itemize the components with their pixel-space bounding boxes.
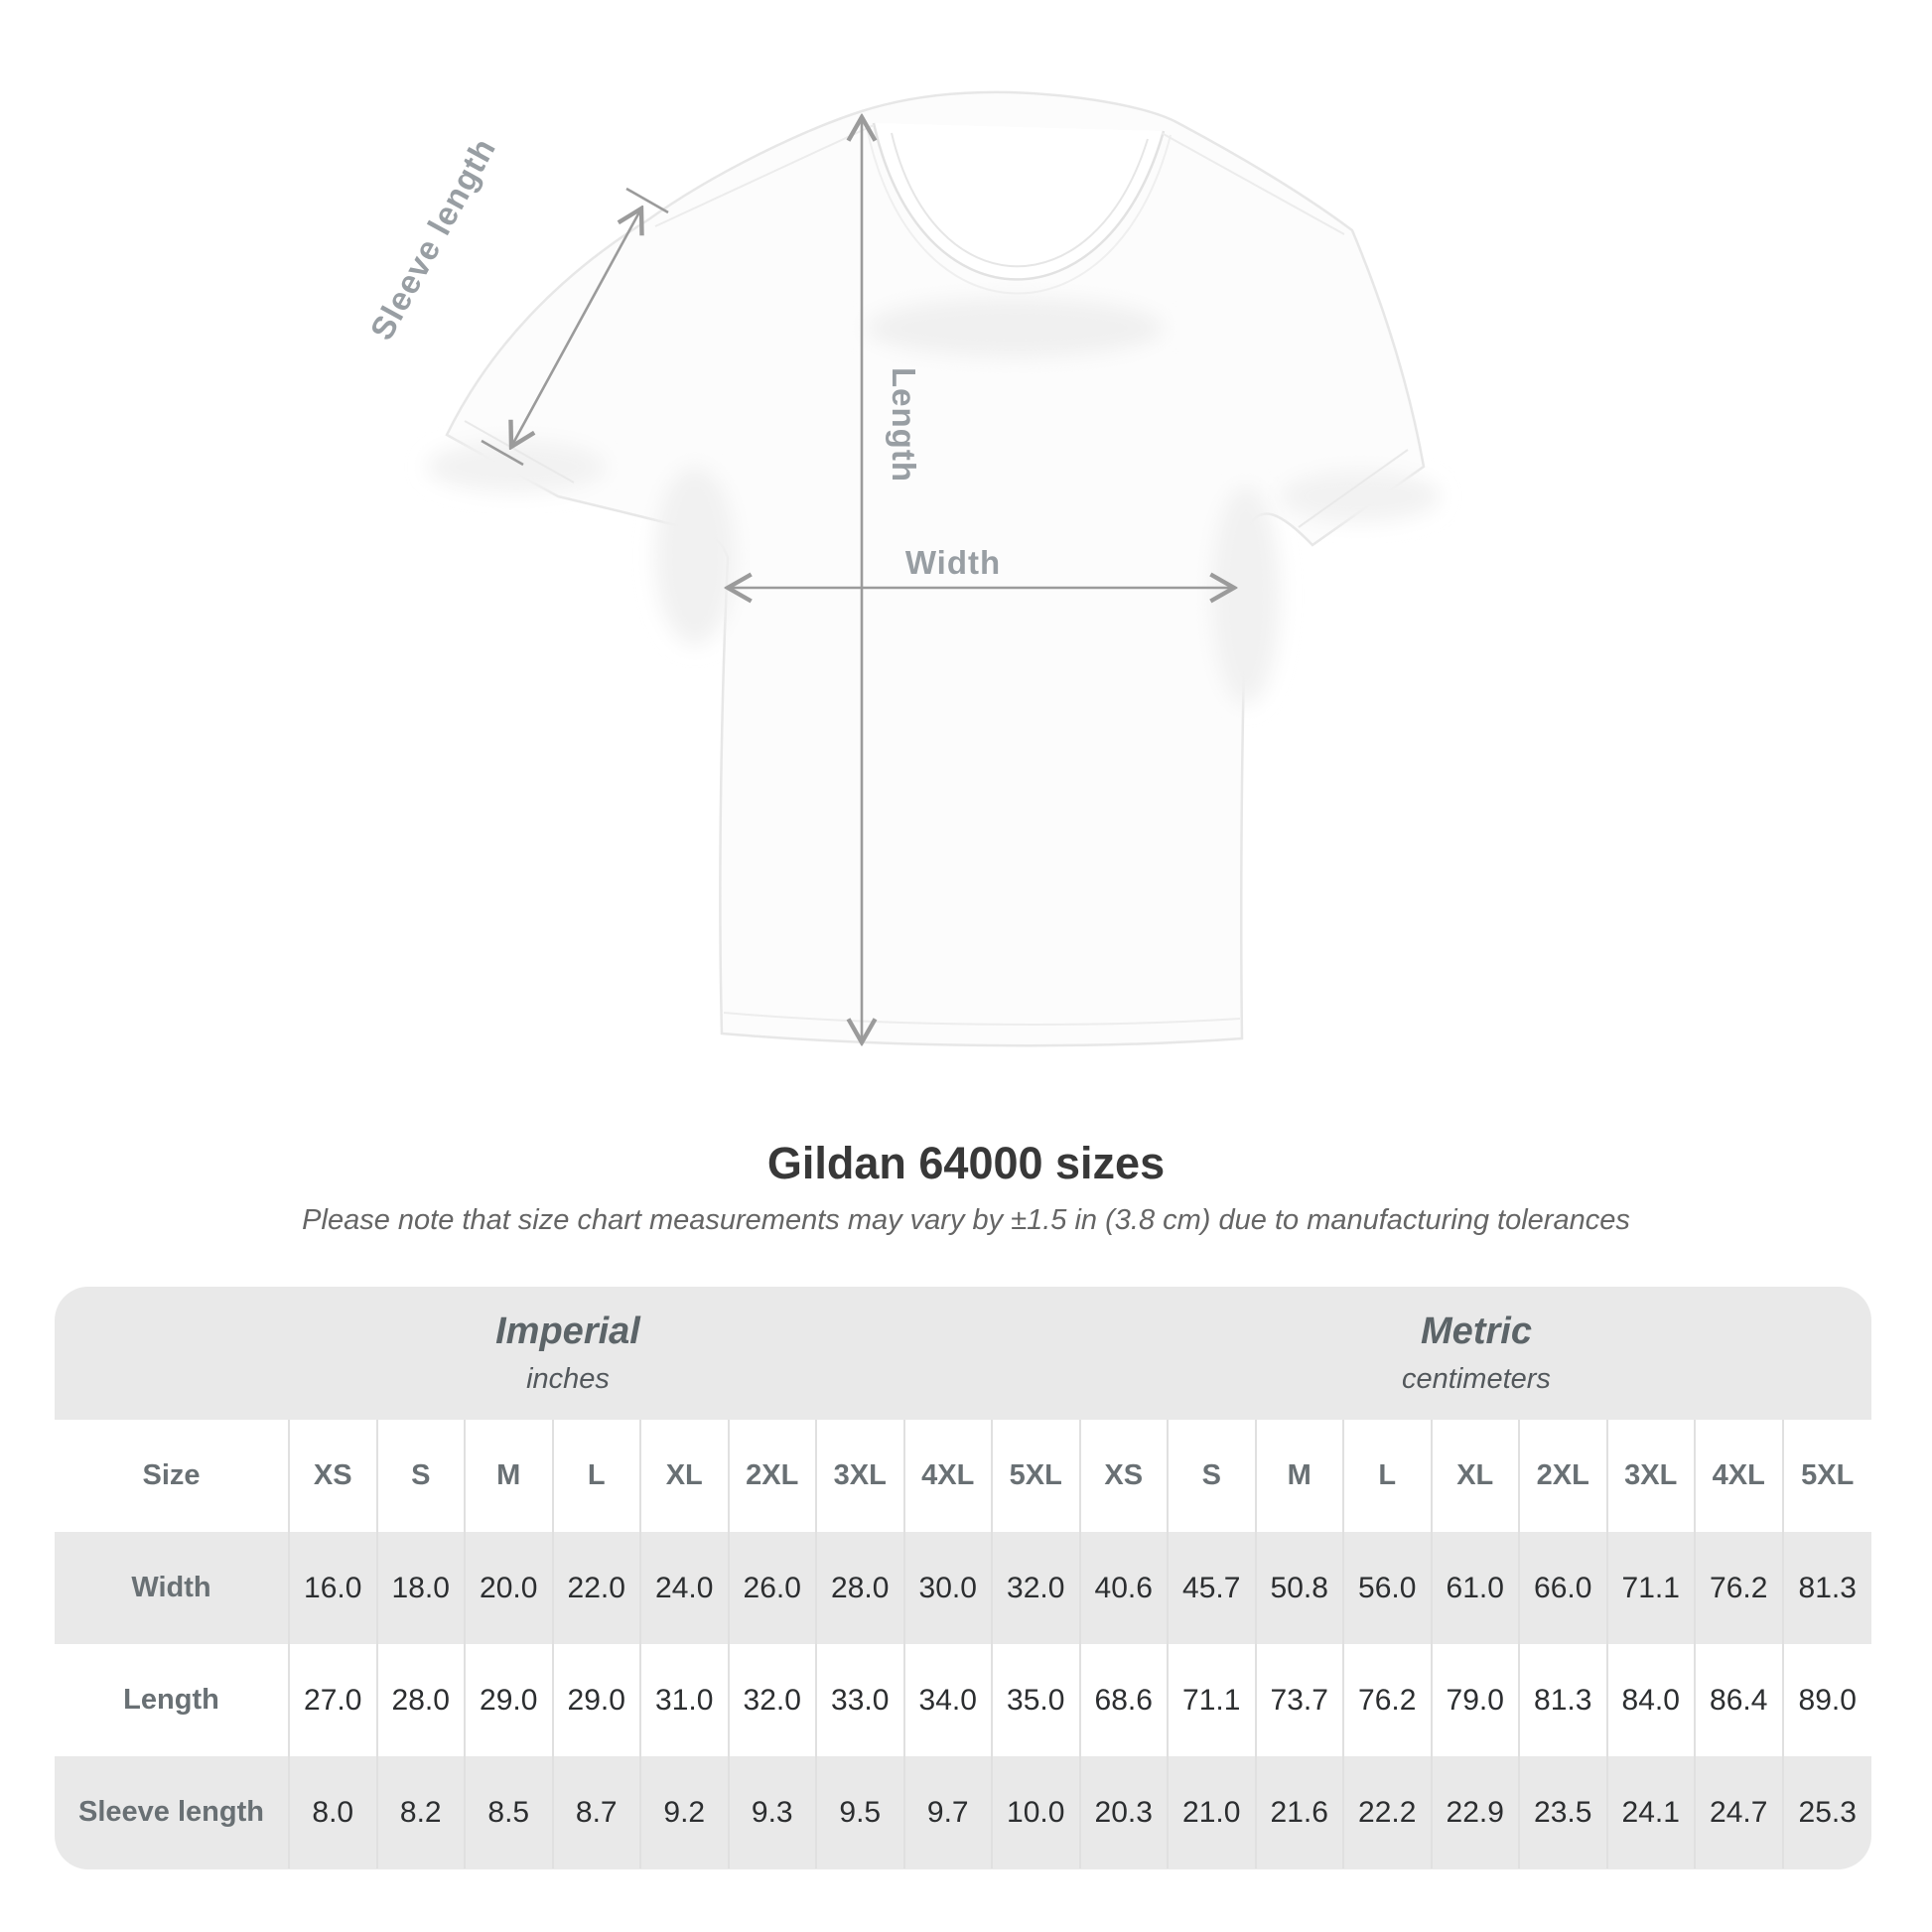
- length-imperial-value: 28.0: [378, 1644, 467, 1756]
- width-label: Width: [904, 544, 1002, 581]
- width-imperial-value: 26.0: [730, 1532, 818, 1644]
- width-metric-value: 40.6: [1081, 1532, 1170, 1644]
- length-metric-value: 86.4: [1696, 1644, 1784, 1756]
- width-metric-value: 81.3: [1798, 1571, 1857, 1604]
- sleeve-imperial-value: 10.0: [993, 1756, 1081, 1868]
- size-col-header: S: [378, 1420, 467, 1532]
- imperial-header: [55, 1287, 1081, 1420]
- length-label: Length: [886, 367, 922, 483]
- sleeve-metric-value: 25.3: [1798, 1795, 1857, 1829]
- size-col-header: M: [1257, 1420, 1345, 1532]
- length-metric-value: 68.6: [1081, 1644, 1170, 1756]
- size-col-header: XL: [1433, 1420, 1521, 1532]
- width-imperial-value: 24.0: [641, 1532, 730, 1644]
- length-metric-value: 76.2: [1344, 1644, 1433, 1756]
- size-col-header: 2XL: [1520, 1420, 1608, 1532]
- size-col-header: M: [466, 1420, 554, 1532]
- length-metric-value: 71.1: [1169, 1644, 1257, 1756]
- sleeve-metric-value: 21.0: [1169, 1756, 1257, 1868]
- width-metric-value: 45.7: [1169, 1532, 1257, 1644]
- length-metric-value: 73.7: [1257, 1644, 1345, 1756]
- width-imperial-value: 18.0: [378, 1532, 467, 1644]
- length-imperial-value: 29.0: [554, 1644, 642, 1756]
- width-imperial-value: 30.0: [905, 1532, 994, 1644]
- sleeve-metric-value: 22.9: [1433, 1756, 1521, 1868]
- sleeve-metric-value: 21.6: [1257, 1756, 1345, 1868]
- imperial-title: Imperial: [495, 1311, 640, 1352]
- corner-label: Size: [55, 1420, 290, 1532]
- sleeve-imperial-value: 8.0: [290, 1756, 378, 1868]
- sleeve-metric-value: 24.1: [1608, 1756, 1697, 1868]
- length-imperial-value: 34.0: [905, 1644, 994, 1756]
- metric-title: Metric: [1421, 1311, 1532, 1352]
- sleeve-imperial-value: 8.2: [378, 1756, 467, 1868]
- size-col-header: XS: [1081, 1420, 1170, 1532]
- units-header-row: [55, 1287, 1871, 1420]
- size-col-header: 5XL: [1784, 1420, 1872, 1532]
- width-imperial-value: 20.0: [466, 1532, 554, 1644]
- size-col-header: XL: [641, 1420, 730, 1532]
- width-metric-value: 50.8: [1257, 1532, 1345, 1644]
- sleeve-metric-value: 20.3: [1081, 1756, 1170, 1868]
- length-metric-value: 79.0: [1433, 1644, 1521, 1756]
- size-col-header: S: [1169, 1420, 1257, 1532]
- sleeve-imperial-value: 8.5: [466, 1756, 554, 1868]
- width-metric-value: 76.2: [1696, 1532, 1784, 1644]
- length-imperial-value: 33.0: [817, 1644, 905, 1756]
- sleeve-imperial-value: 9.5: [817, 1756, 905, 1868]
- width-imperial-value: 28.0: [817, 1532, 905, 1644]
- sleeve-imperial-value: 9.2: [641, 1756, 730, 1868]
- sleeve-imperial-value: 9.3: [730, 1756, 818, 1868]
- sleeve-metric-value: 22.2: [1344, 1756, 1433, 1868]
- size-grid: [55, 1420, 1871, 1868]
- length-imperial-value: 29.0: [466, 1644, 554, 1756]
- size-table: [55, 1287, 1871, 1869]
- size-col-header: 4XL: [1696, 1420, 1784, 1532]
- width-metric-value: 71.1: [1608, 1532, 1697, 1644]
- length-imperial-value: 32.0: [730, 1644, 818, 1756]
- sleeve-length-label: Sleeve length: [362, 131, 503, 346]
- tolerance-note: Please note that size chart measurements may vary by ±1.5 in (3.8 cm) due to manufacturing tolerances: [302, 1204, 1630, 1236]
- sleeve-imperial-value: 9.7: [905, 1756, 994, 1868]
- sleeve-arrow-tick-top: [626, 189, 668, 212]
- metric-header: [1081, 1287, 1871, 1420]
- width-metric-value: 56.0: [1344, 1532, 1433, 1644]
- length-metric-value: 81.3: [1520, 1644, 1608, 1756]
- width-imperial-value: 22.0: [554, 1532, 642, 1644]
- size-col-header: 4XL: [905, 1420, 994, 1532]
- width-imperial-value: 32.0: [993, 1532, 1081, 1644]
- size-col-header: 5XL: [993, 1420, 1081, 1532]
- sleeve-metric-value: 23.5: [1520, 1756, 1608, 1868]
- size-col-header: 2XL: [730, 1420, 818, 1532]
- width-metric-value: 61.0: [1433, 1532, 1521, 1644]
- sleeve-imperial-value: 8.7: [554, 1756, 642, 1868]
- size-col-header: L: [1344, 1420, 1433, 1532]
- length-metric-value: 89.0: [1784, 1644, 1872, 1756]
- size-col-header: L: [554, 1420, 642, 1532]
- size-col-header: XS: [290, 1420, 378, 1532]
- row-label-sleeve-length: Sleeve length: [55, 1756, 290, 1868]
- width-metric-value: 66.0: [1520, 1532, 1608, 1644]
- length-metric-value: 84.0: [1608, 1644, 1697, 1756]
- size-col-header: 3XL: [817, 1420, 905, 1532]
- length-imperial-value: 27.0: [290, 1644, 378, 1756]
- row-label-length: Length: [55, 1644, 290, 1756]
- imperial-subtitle: inches: [526, 1363, 610, 1395]
- length-imperial-value: 31.0: [641, 1644, 730, 1756]
- row-label-width: Width: [55, 1532, 290, 1644]
- size-col-header: 3XL: [1608, 1420, 1697, 1532]
- metric-subtitle: centimeters: [1402, 1363, 1551, 1395]
- width-imperial-value: 16.0: [290, 1532, 378, 1644]
- page-title: Gildan 64000 sizes: [766, 1138, 1166, 1188]
- length-imperial-value: 35.0: [993, 1644, 1081, 1756]
- chart-heading: [0, 1138, 1932, 1237]
- sleeve-metric-value: 24.7: [1696, 1756, 1784, 1868]
